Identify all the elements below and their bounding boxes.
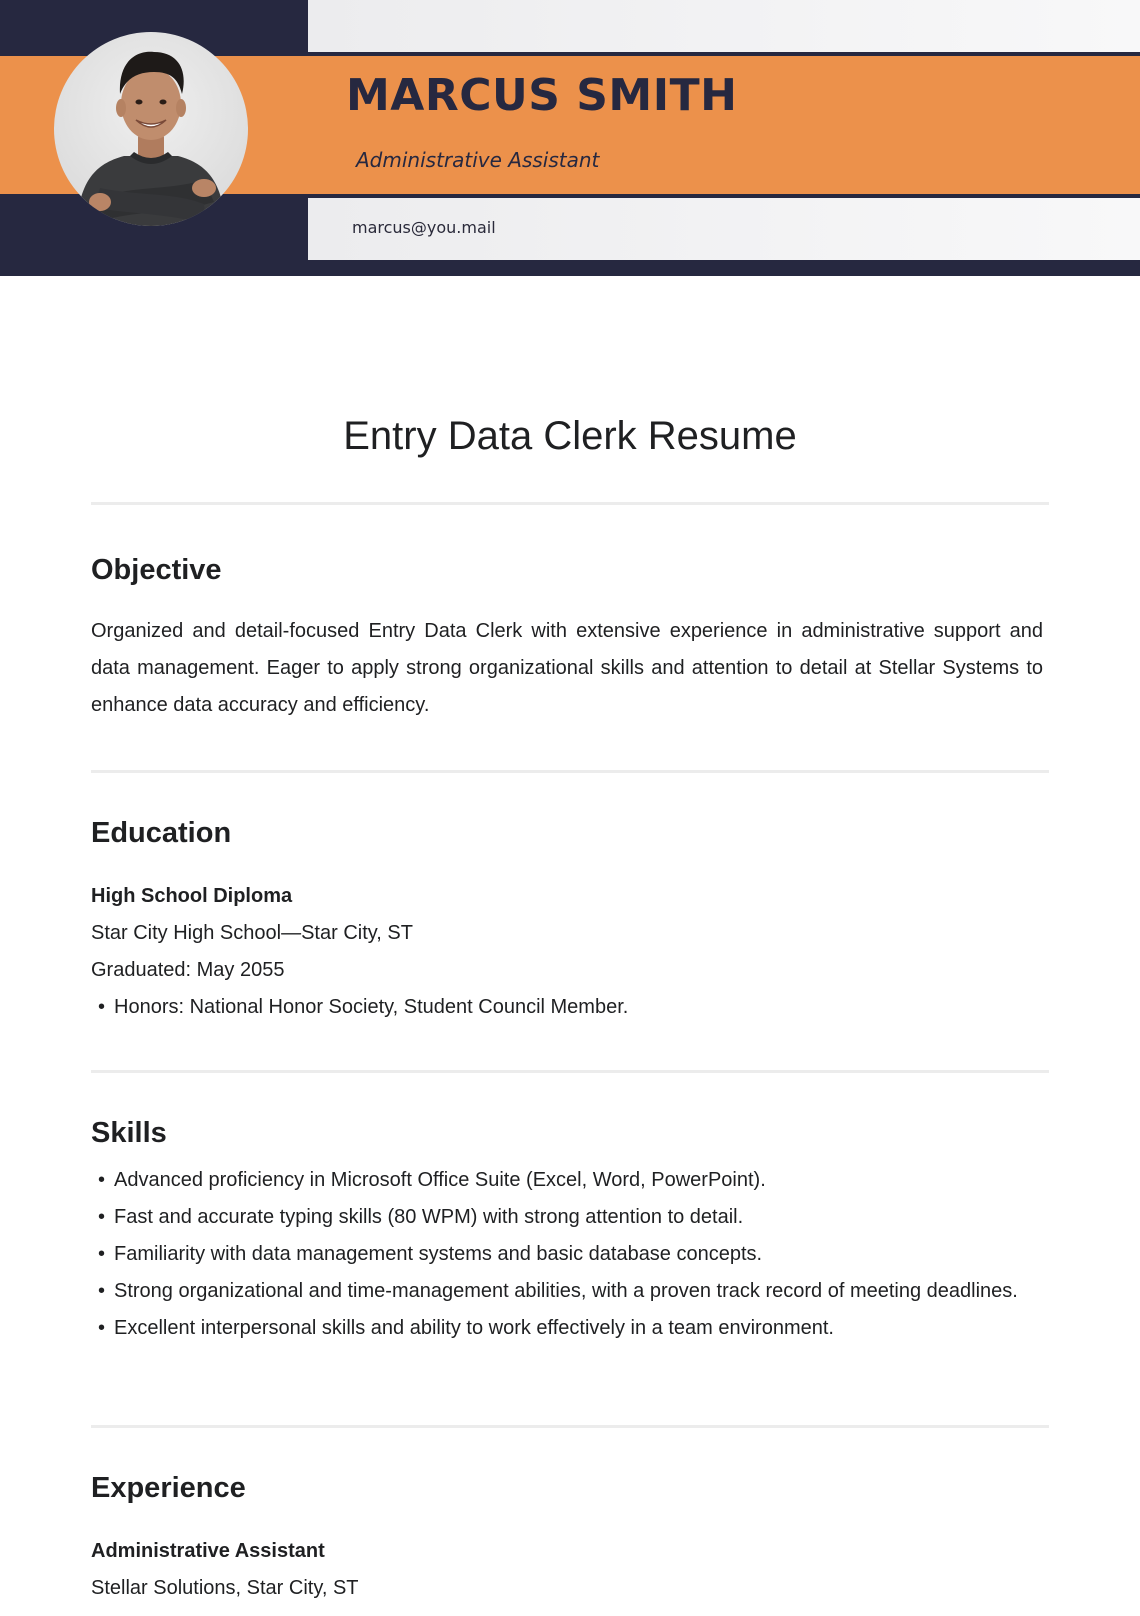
experience-company: Stellar Solutions, Star City, ST (91, 1577, 359, 1599)
section-divider (91, 1070, 1049, 1073)
skills-heading: Skills (91, 1117, 167, 1149)
list-item: • Honors: National Honor Society, Student Council Member. (91, 989, 1049, 1026)
section-divider (91, 770, 1049, 773)
contact-email[interactable]: marcus@you.mail (352, 218, 496, 237)
header-top-band (308, 0, 1140, 52)
list-item: • Familiarity with data management systems and basic database concepts. (91, 1236, 1049, 1273)
list-item: • Fast and accurate typing skills (80 WPM) with strong attention to detail. (91, 1199, 1049, 1236)
experience-heading: Experience (91, 1472, 246, 1504)
document-title: Entry Data Clerk Resume (343, 414, 797, 458)
education-graduated: Graduated: May 2055 (91, 959, 285, 981)
candidate-name: MARCUS SMITH (346, 70, 738, 121)
education-school: Star City High School—Star City, ST (91, 922, 413, 944)
person-icon (54, 32, 248, 226)
list-item: • Excellent interpersonal skills and ability to work effectively in a team environment. (91, 1310, 1049, 1347)
skills-list (91, 1162, 1049, 1347)
list-item: • Strong organizational and time-management abilities, with a proven track record of meeting deadlines. (91, 1273, 1049, 1310)
section-divider (91, 1425, 1049, 1428)
objective-heading: Objective (91, 554, 222, 586)
education-bullets (91, 989, 1049, 1026)
list-item: • Advanced proficiency in Microsoft Office Suite (Excel, Word, PowerPoint). (91, 1162, 1049, 1199)
experience-title: Administrative Assistant (91, 1540, 325, 1562)
resume-header (0, 0, 1140, 276)
candidate-role: Administrative Assistant (356, 148, 600, 172)
education-degree: High School Diploma (91, 885, 293, 907)
education-heading: Education (91, 817, 232, 849)
profile-photo (54, 32, 248, 226)
section-divider (91, 502, 1049, 505)
objective-text: Organized and detail-focused Entry Data Clerk with extensive experience in administrative support and data management. Eager to apply strong organizational skills and attention to detail at Stellar Systems to enhance data accuracy and efficiency. (91, 620, 1043, 716)
